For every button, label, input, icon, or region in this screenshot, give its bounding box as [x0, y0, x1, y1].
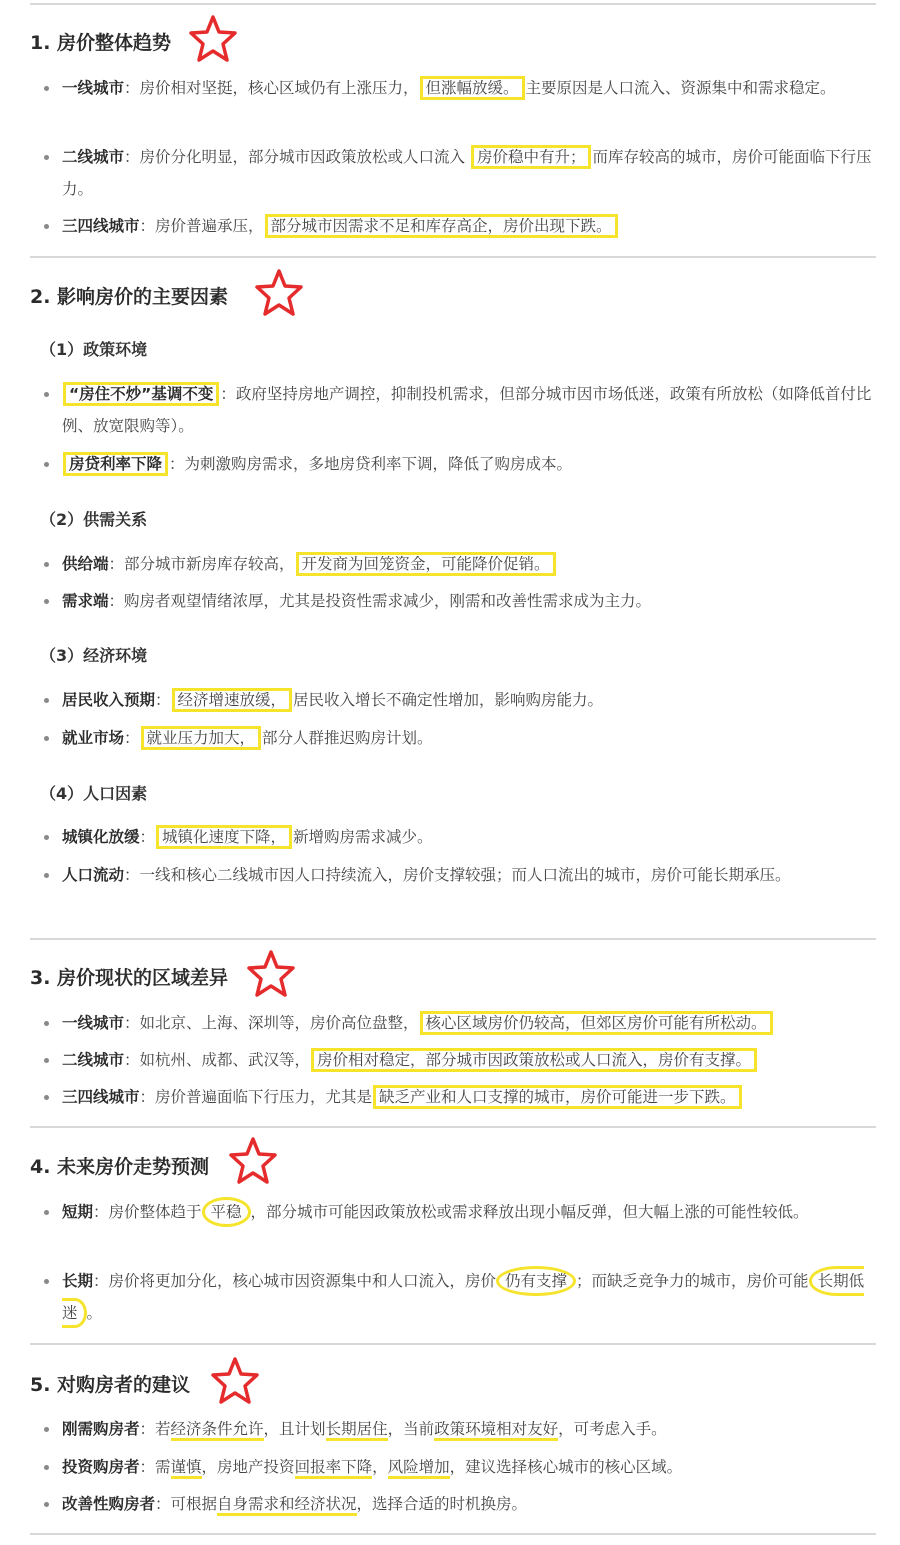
section-divider: [30, 1126, 876, 1128]
list-item: 人口流动：一线和核心二线城市因人口持续流入，房价支撑较强；而人口流出的城市，房价可能长期承压。: [44, 859, 876, 891]
subheading: （1）政策环境: [40, 340, 148, 359]
list-item: 供给端：部分城市新房库存较高， 开发商为回笼资金，可能降价促销。: [44, 548, 876, 580]
section-heading: 1. 房价整体趋势: [30, 32, 172, 54]
highlight-box: “房住不炒”基调不变: [63, 382, 219, 406]
star-icon: [188, 14, 238, 64]
section-heading: 4. 未来房价走势预测: [30, 1156, 210, 1178]
list-item: 短期：房价整体趋于 平稳 ，部分城市可能因政策放松或需求释放出现小幅反弹，但大幅上涨的可能性较低。: [44, 1196, 876, 1228]
section-divider: [30, 1343, 876, 1345]
list-item: 房贷利率下降 ：为刺激购房需求，多地房贷利率下调，降低了购房成本。: [44, 448, 876, 480]
underlined-text: 自身需求和经济状况: [217, 1495, 357, 1516]
list-item: 三四线城市：房价普遍承压， 部分城市因需求不足和库存高企，房价出现下跌。: [44, 210, 876, 242]
star-icon: [254, 268, 304, 318]
circled-text: 平稳: [202, 1197, 251, 1227]
highlight-box: 但涨幅放缓。: [420, 76, 525, 100]
underlined-text: 风险增加: [388, 1458, 450, 1479]
bottom-divider: [30, 1533, 876, 1535]
underlined-text: 经济条件允许: [171, 1420, 264, 1441]
list-item: 二线城市：如杭州、成都、武汉等， 房价相对稳定，部分城市因政策放松或人口流入，房价有支撑。: [44, 1044, 876, 1076]
highlight-box: 开发商为回笼资金，可能降价促销。: [296, 552, 556, 576]
list-item: 三四线城市：房价普遍面临下行压力，尤其是 缺乏产业和人口支撑的城市，房价可能进一步下跌。: [44, 1081, 876, 1113]
section-divider: [30, 938, 876, 940]
circled-text: 仍有支撑: [496, 1266, 576, 1296]
list-item: 刚需购房者：若经济条件允许，且计划长期居住，当前政策环境相对友好，可考虑入手。: [44, 1413, 876, 1445]
list-item: 一线城市：房价相对坚挺，核心区域仍有上涨压力， 但涨幅放缓。 主要原因是人口流入、资源集中和需求稳定。: [44, 72, 876, 104]
highlight-box: 经济增速放缓，: [172, 688, 293, 712]
list-item: 改善性购房者：可根据自身需求和经济状况，选择合适的时机换房。: [44, 1488, 876, 1520]
section-heading: 3. 房价现状的区域差异: [30, 967, 229, 989]
star-icon: [210, 1356, 260, 1406]
highlight-box: 就业压力加大，: [141, 726, 262, 750]
section-heading: 5. 对购房者的建议: [30, 1374, 191, 1396]
underlined-text: 回报率下降: [295, 1458, 373, 1479]
list-item: 二线城市：房价分化明显，部分城市因政策放松或人口流入 房价稳中有升； 而库存较高的城市，房价可能面临下行压力。: [44, 141, 876, 205]
section-divider: [30, 256, 876, 258]
circled-text: 长期低迷: [62, 1266, 864, 1328]
highlight-box: 部分城市因需求不足和库存高企，房价出现下跌。: [265, 214, 618, 238]
list-item: 居民收入预期： 经济增速放缓， 居民收入增长不确定性增加，影响购房能力。: [44, 684, 876, 716]
highlight-box: 核心区域房价仍较高，但郊区房价可能有所松动。: [420, 1011, 773, 1035]
highlight-box: 缺乏产业和人口支撑的城市，房价可能进一步下跌。: [373, 1085, 742, 1109]
subheading: （2）供需关系: [40, 510, 148, 529]
list-item: 一线城市：如北京、上海、深圳等，房价高位盘整， 核心区域房价仍较高，但郊区房价可能有所松动。: [44, 1007, 876, 1039]
star-icon: [246, 949, 296, 999]
list-item: 长期：房价将更加分化，核心城市因资源集中和人口流入，房价 仍有支撑 ；而缺乏竞争力的城市，房价可能 长期低迷 。: [44, 1265, 876, 1329]
highlight-box: 房价稳中有升；: [471, 145, 592, 169]
list-item: 城镇化放缓： 城镇化速度下降， 新增购房需求减少。: [44, 821, 876, 853]
list-item: 就业市场： 就业压力加大， 部分人群推迟购房计划。: [44, 722, 876, 754]
subheading: （4）人口因素: [40, 784, 148, 803]
highlight-box: 房贷利率下降: [63, 452, 168, 476]
underlined-text: 谨慎: [171, 1458, 202, 1479]
subheading: （3）经济环境: [40, 646, 148, 665]
highlight-box: 城镇化速度下降，: [156, 825, 292, 849]
underlined-text: 政策环境相对友好: [434, 1420, 558, 1441]
list-item: “房住不炒”基调不变 ：政府坚持房地产调控，抑制投机需求，但部分城市因市场低迷，政策有所放松（如降低首付比例、放宽限购等）。: [44, 378, 876, 442]
list-item: 需求端：购房者观望情绪浓厚，尤其是投资性需求减少，刚需和改善性需求成为主力。: [44, 585, 876, 617]
top-divider: [30, 3, 876, 5]
star-icon: [228, 1136, 278, 1186]
underlined-text: 长期居住: [326, 1420, 388, 1441]
section-heading: 2. 影响房价的主要因素: [30, 286, 229, 308]
highlight-box: 房价相对稳定，部分城市因政策放松或人口流入，房价有支撑。: [311, 1048, 757, 1072]
list-item: 投资购房者：需谨慎，房地产投资回报率下降，风险增加，建议选择核心城市的核心区域。: [44, 1451, 876, 1483]
